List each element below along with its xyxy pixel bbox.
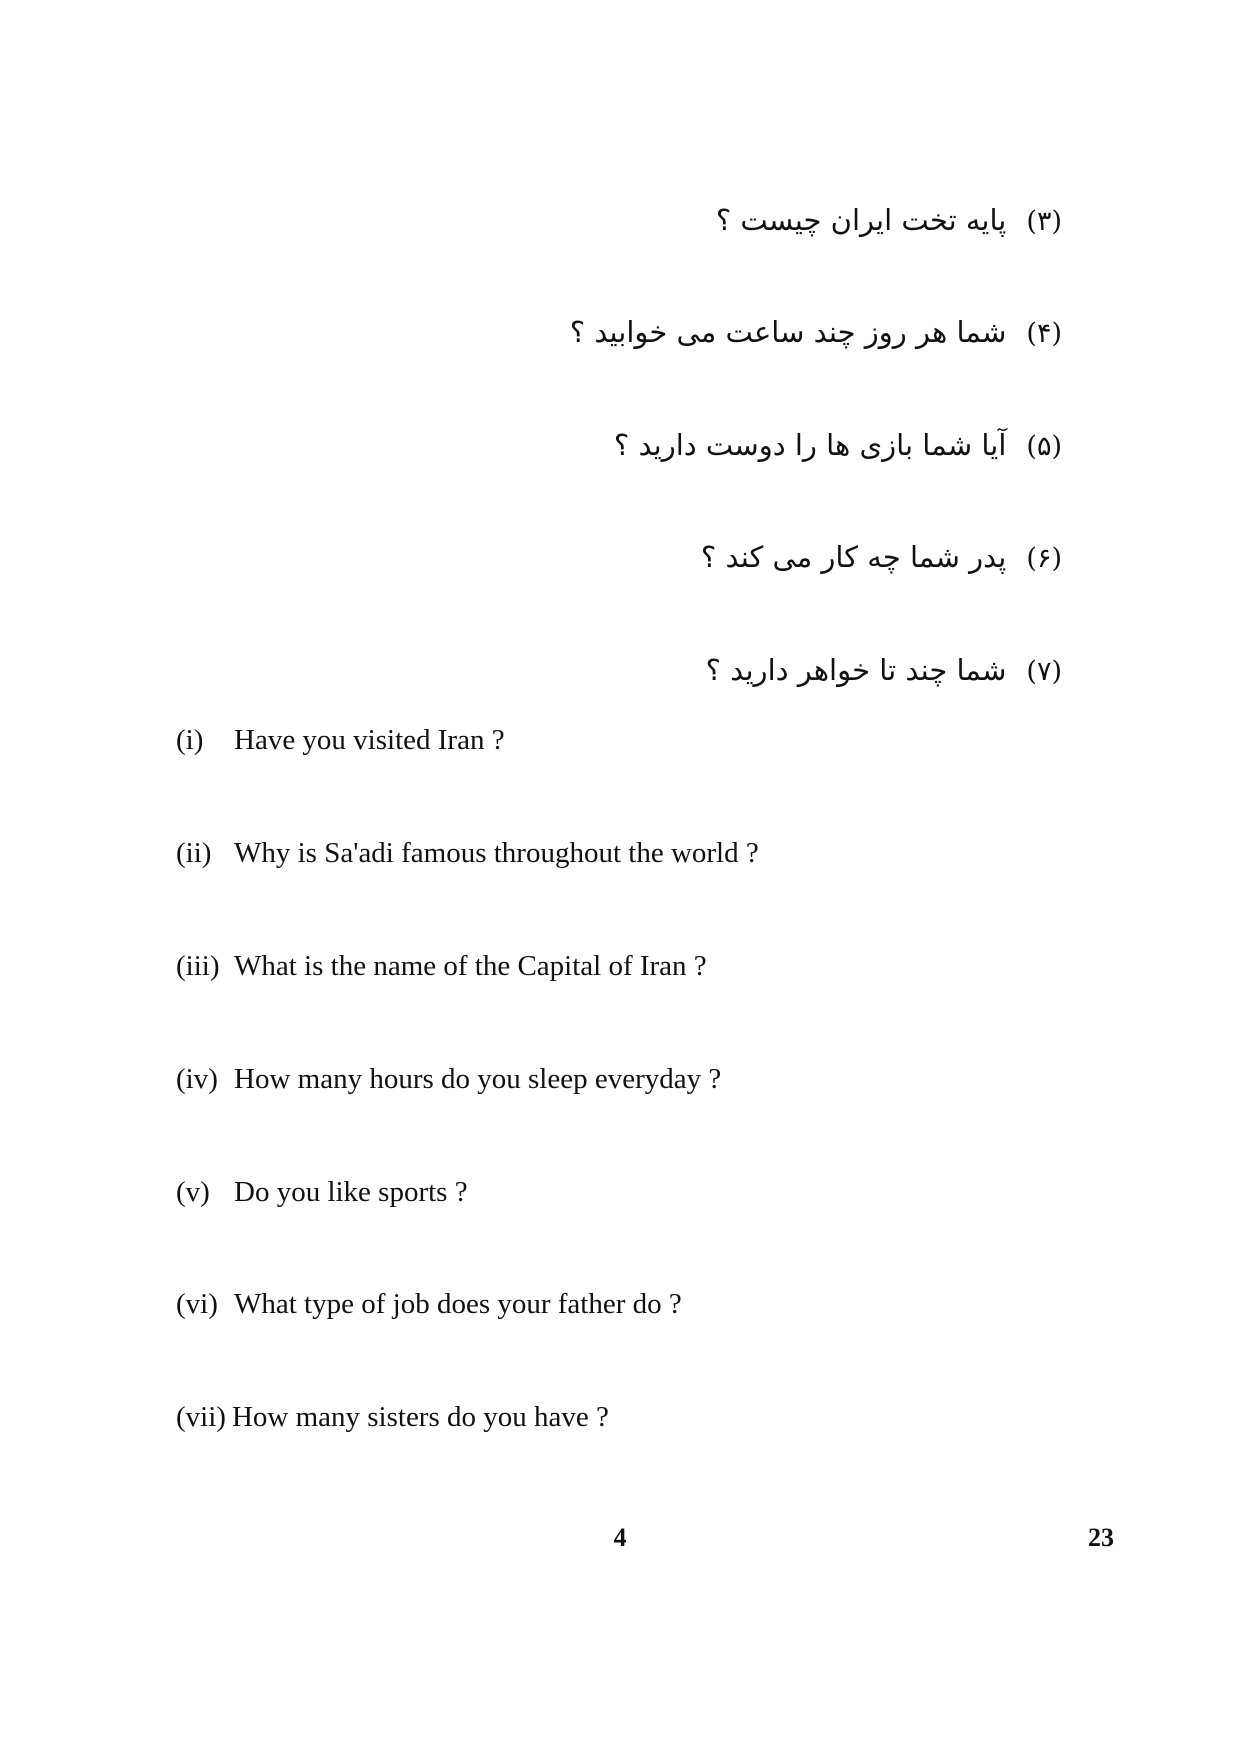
question-text: شما چند تا خواهر دارید ؟ — [705, 653, 1007, 687]
question-number: (i) — [176, 724, 204, 756]
question-number: (vii) — [176, 1401, 226, 1433]
question-number: (۵) — [1026, 431, 1062, 462]
english-question-iii — [176, 948, 707, 984]
question-number: (ii) — [176, 837, 212, 869]
question-text: What type of job does your father do ? — [234, 1288, 682, 1320]
question-number: (iv) — [176, 1063, 218, 1095]
english-question-v — [176, 1174, 468, 1210]
english-question-vii — [176, 1399, 609, 1435]
question-text: آیا شما بازی ها را دوست دارید ؟ — [613, 428, 1007, 462]
persian-question-4 — [570, 312, 1062, 354]
english-question-iv — [176, 1061, 721, 1097]
question-text: What is the name of the Capital of Iran ? — [234, 950, 707, 982]
page-number: 4 — [613, 1523, 627, 1552]
question-number: (vi) — [176, 1288, 218, 1320]
question-text: How many hours do you sleep everyday ? — [234, 1063, 722, 1095]
english-question-ii — [176, 835, 759, 871]
question-number: (۳) — [1026, 206, 1062, 237]
question-number: (۷) — [1026, 656, 1062, 687]
question-number: (۴) — [1026, 318, 1062, 349]
question-text: شما هر روز چند ساعت می خوابید ؟ — [569, 315, 1007, 349]
question-text: Have you visited Iran ? — [234, 724, 505, 756]
paper-code: 23 — [1088, 1523, 1114, 1552]
question-number: (iii) — [176, 950, 220, 982]
english-question-i — [176, 722, 505, 758]
persian-question-3 — [716, 200, 1062, 242]
question-text: How many sisters do you have ? — [231, 1401, 609, 1433]
persian-question-7 — [706, 650, 1062, 692]
question-text: پدر شما چه کار می کند ؟ — [700, 540, 1007, 574]
question-number: (v) — [176, 1176, 210, 1208]
question-number: (۶) — [1026, 543, 1062, 574]
question-text: Why is Sa'adi famous throughout the world ? — [234, 837, 759, 869]
english-question-vi — [176, 1286, 682, 1322]
question-text: Do you like sports ? — [234, 1176, 468, 1208]
persian-question-6 — [701, 537, 1062, 579]
persian-question-5 — [614, 425, 1062, 467]
question-text: پایه تخت ایران چیست ؟ — [715, 203, 1007, 237]
